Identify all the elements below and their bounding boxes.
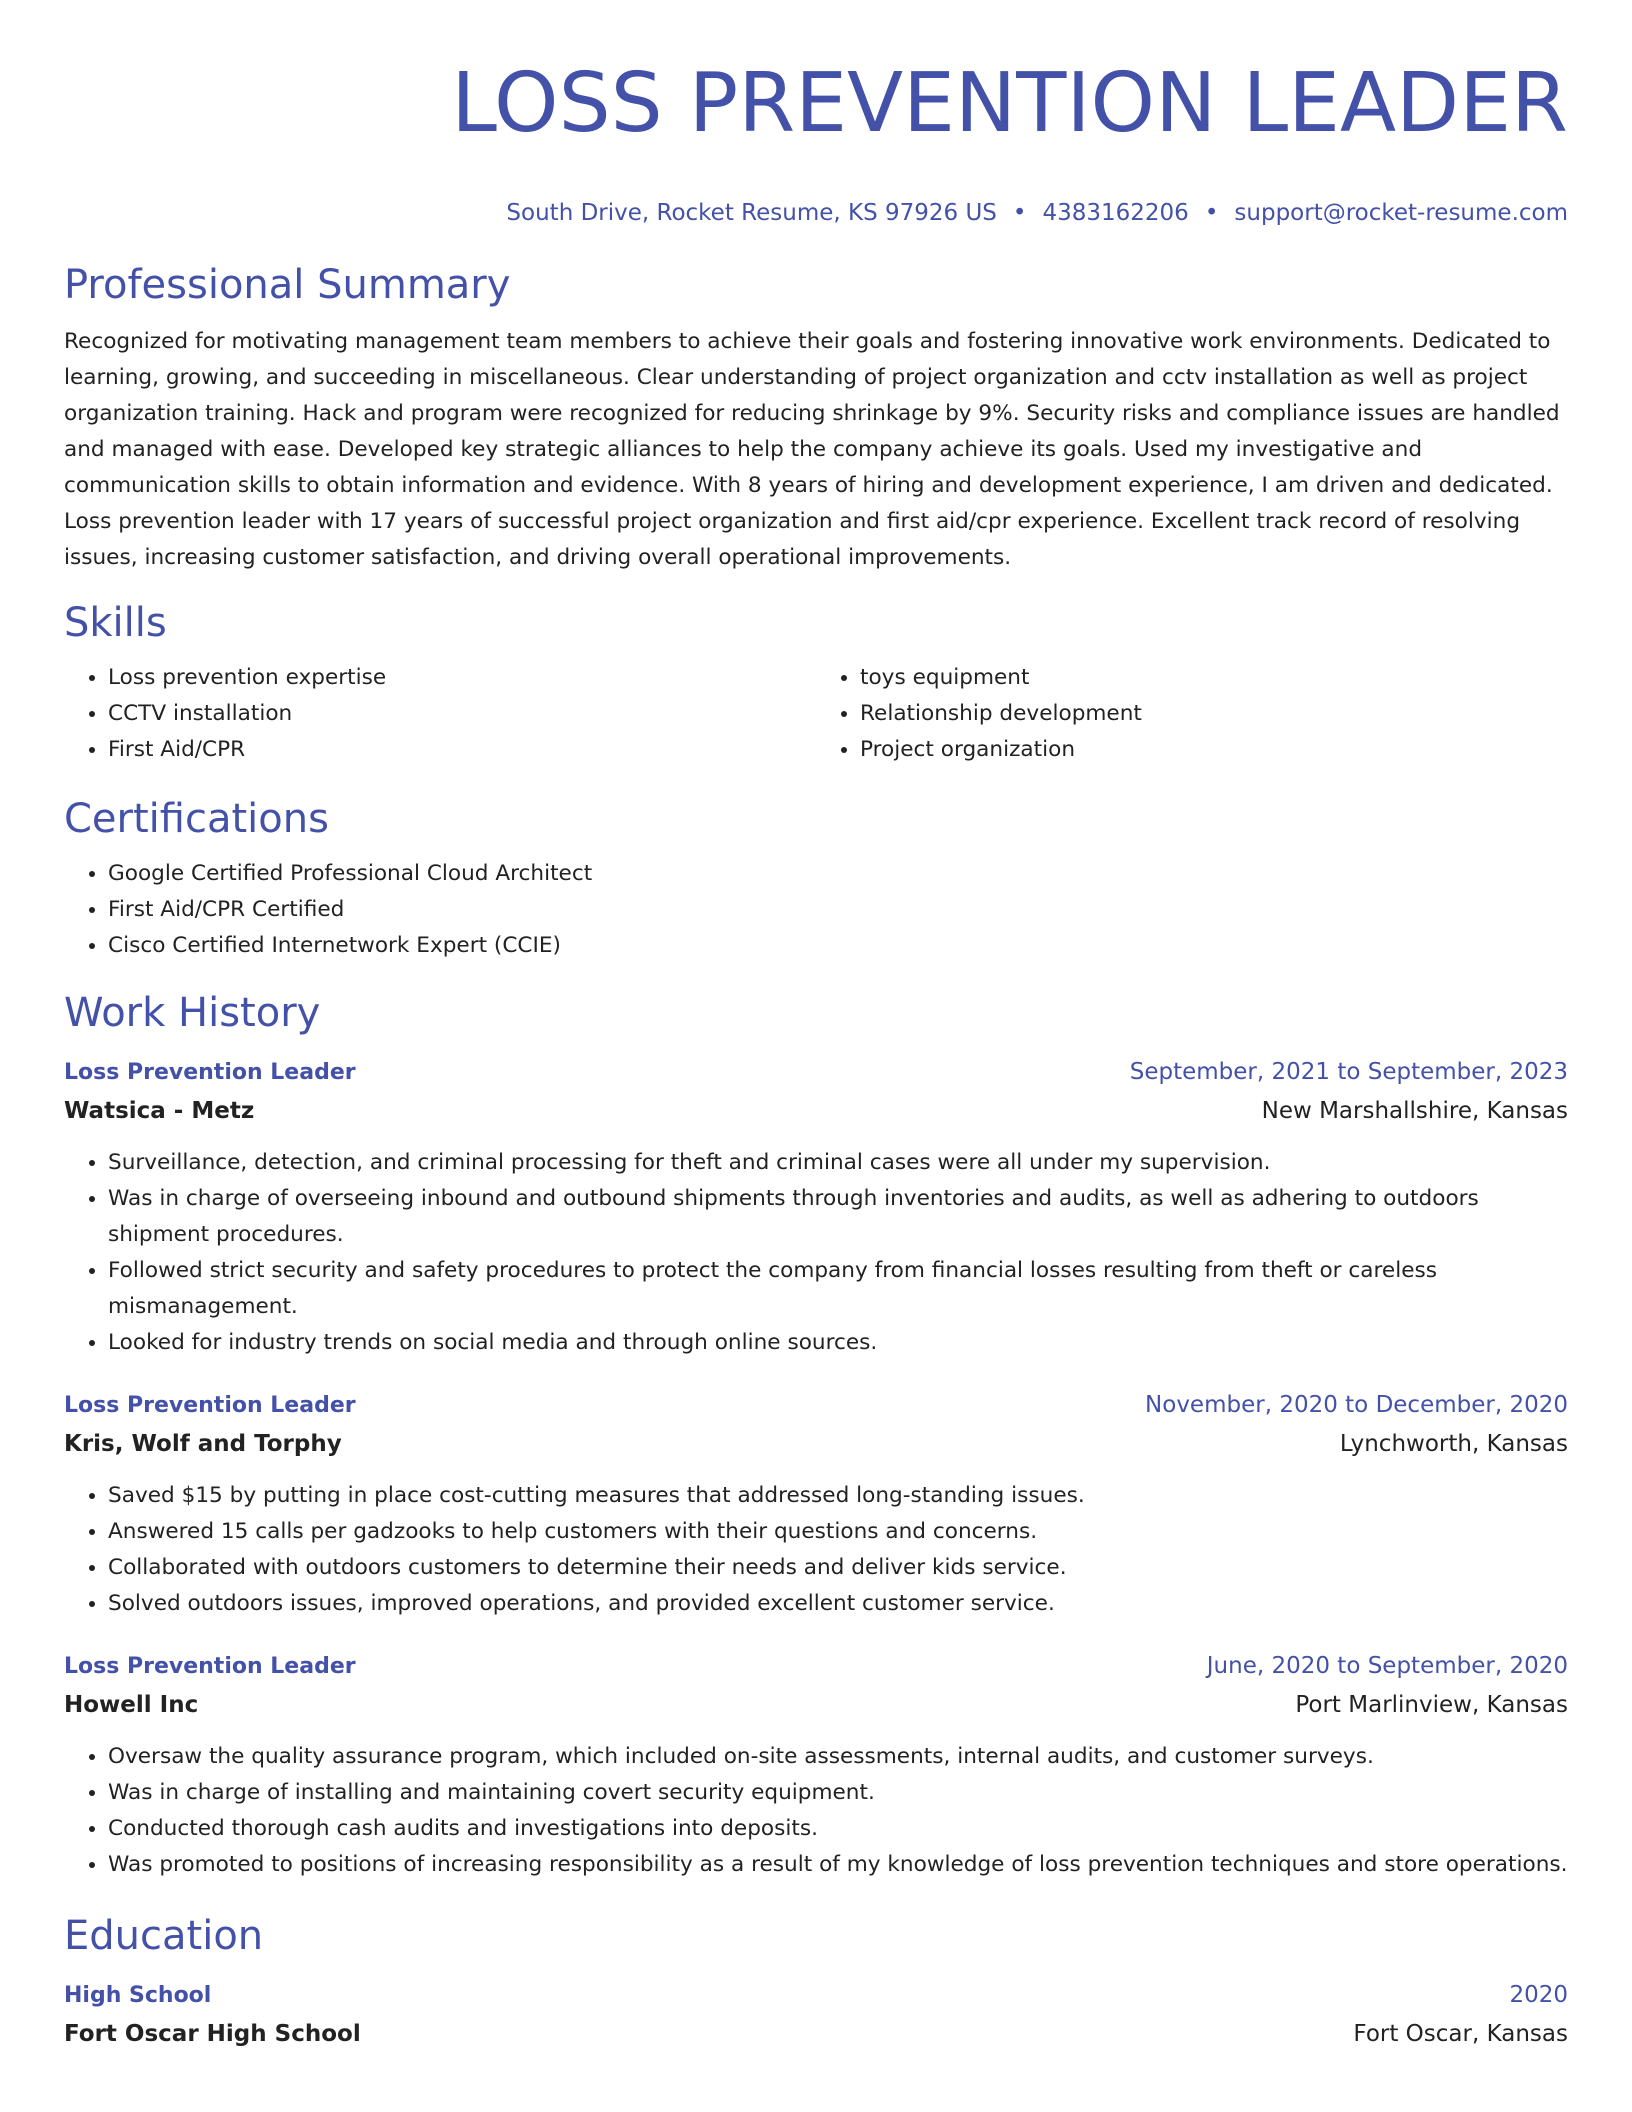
- job-bullet: • Was in charge of installing and maintaining covert security equipment.: [108, 1775, 1568, 1811]
- job-bullets: [64, 1739, 1568, 1883]
- job-entry: [64, 1054, 1568, 1361]
- education-subheader: [64, 2014, 1568, 2054]
- education-heading: Education: [64, 1913, 264, 1959]
- skill-item: • Relationship development: [860, 696, 1568, 732]
- job-location: Port Marlinview, Kansas: [1295, 1692, 1568, 1718]
- skills-list-right: [816, 660, 1568, 768]
- job-dates: November, 2020 to December, 2020: [1145, 1392, 1568, 1418]
- contact-phone: 4383162206: [1042, 200, 1189, 226]
- job-company: Howell Inc: [64, 1692, 199, 1718]
- job-location: New Marshallshire, Kansas: [1261, 1098, 1568, 1124]
- job-bullet: • Solved outdoors issues, improved operations, and provided excellent customer service.: [108, 1586, 1568, 1622]
- job-bullet: • Conducted thorough cash audits and investigations into deposits.: [108, 1811, 1568, 1847]
- job-bullet: • Was promoted to positions of increasing responsibility as a result of my knowledge of loss prevention techniques and store operations.: [108, 1847, 1568, 1883]
- certification-item: • Google Certified Professional Cloud Architect: [108, 856, 1568, 892]
- job-company: Kris, Wolf and Torphy: [64, 1431, 342, 1457]
- job-dates: September, 2021 to September, 2023: [1129, 1059, 1568, 1085]
- job-bullet: • Oversaw the quality assurance program, which included on-site assessments, internal audits, and customer surveys.: [108, 1739, 1568, 1775]
- skill-item: • toys equipment: [860, 660, 1568, 696]
- job-company: Watsica - Metz: [64, 1098, 255, 1124]
- education-school: Fort Oscar High School: [64, 2021, 361, 2047]
- job-entry: [64, 1648, 1568, 1883]
- work-history-section: [64, 986, 1568, 1883]
- candidate-name: LOSS PREVENTION LEADER: [451, 56, 1568, 151]
- job-entry: [64, 1387, 1568, 1622]
- summary-text: Recognized for motivating management team members to achieve their goals and fostering innovative work environments. Dedicated to learning, growing, and succeeding in miscellaneous. Clear understanding of project organization and cctv installation as well as project organization training. Hack and program were recognized for reducing shrinkage by 9%. Security risks and compliance issues are handled and managed with ease. Developed key strategic alliances to help the company achieve its goals. Used my investigative and communication skills to obtain information and evidence. With 8 years of hiring and development experience, I am driven and dedicated. Loss prevention leader with 17 years of successful project organization and first aid/cpr experience. Excellent track record of resolving issues, increasing customer satisfaction, and driving overall operational improvements.: [64, 329, 1560, 570]
- job-subheader: [64, 1424, 1568, 1464]
- certifications-heading: Certifications: [64, 796, 329, 842]
- job-bullets: [64, 1478, 1568, 1622]
- job-bullet: • Was in charge of overseeing inbound and outbound shipments through inventories and audits, as well as adhering to outdoors shipment procedures.: [108, 1181, 1568, 1253]
- job-dates: June, 2020 to September, 2020: [1206, 1653, 1568, 1679]
- job-bullets: [64, 1145, 1568, 1361]
- summary-section: [64, 258, 1568, 576]
- job-header: [64, 1387, 1568, 1424]
- education-degree: High School: [64, 1983, 212, 2008]
- contact-address: South Drive, Rocket Resume, KS 97926 US: [506, 200, 997, 226]
- skill-item: • First Aid/CPR: [108, 732, 816, 768]
- work-history-heading: Work History: [64, 990, 321, 1036]
- job-bullet: • Saved $15 by putting in place cost-cutting measures that addressed long-standing issues.: [108, 1478, 1568, 1514]
- contact-email[interactable]: support@rocket-resume.com: [1234, 200, 1568, 226]
- job-title: Loss Prevention Leader: [64, 1654, 356, 1679]
- skill-item: • Project organization: [860, 732, 1568, 768]
- contact-separator: •: [1204, 200, 1219, 226]
- job-subheader: [64, 1685, 1568, 1725]
- education-location: Fort Oscar, Kansas: [1353, 2021, 1568, 2047]
- job-bullet: • Answered 15 calls per gadzooks to help customers with their questions and concerns.: [108, 1514, 1568, 1550]
- job-header: [64, 1054, 1568, 1091]
- job-title: Loss Prevention Leader: [64, 1393, 356, 1418]
- certification-item: • Cisco Certified Internetwork Expert (CCIE): [108, 928, 1568, 964]
- certifications-list: [64, 856, 1568, 964]
- job-subheader: [64, 1091, 1568, 1131]
- job-title: Loss Prevention Leader: [64, 1060, 356, 1085]
- job-bullet: • Looked for industry trends on social media and through online sources.: [108, 1325, 1568, 1361]
- skill-item: • CCTV installation: [108, 696, 816, 732]
- job-bullet: • Followed strict security and safety procedures to protect the company from financial losses resulting from theft or careless mismanagement.: [108, 1253, 1568, 1325]
- contact-separator: •: [1012, 200, 1027, 226]
- skills-columns: [64, 660, 1568, 768]
- certifications-section: [64, 792, 1568, 964]
- skill-item: • Loss prevention expertise: [108, 660, 816, 696]
- education-year: 2020: [1509, 1982, 1568, 2008]
- job-bullet: • Collaborated with outdoors customers to determine their needs and deliver kids service.: [108, 1550, 1568, 1586]
- education-entry: [64, 1977, 1568, 2054]
- job-location: Lynchworth, Kansas: [1339, 1431, 1568, 1457]
- certification-item: • First Aid/CPR Certified: [108, 892, 1568, 928]
- job-header: [64, 1648, 1568, 1685]
- job-bullet: • Surveillance, detection, and criminal processing for theft and criminal cases were all under my supervision.: [108, 1145, 1568, 1181]
- summary-heading: Professional Summary: [64, 262, 511, 308]
- education-header: [64, 1977, 1568, 2014]
- skills-section: [64, 596, 1568, 768]
- contact-line: [64, 198, 1568, 228]
- skills-heading: Skills: [64, 600, 167, 646]
- education-section: [64, 1909, 1568, 2054]
- skills-list-left: [64, 660, 816, 768]
